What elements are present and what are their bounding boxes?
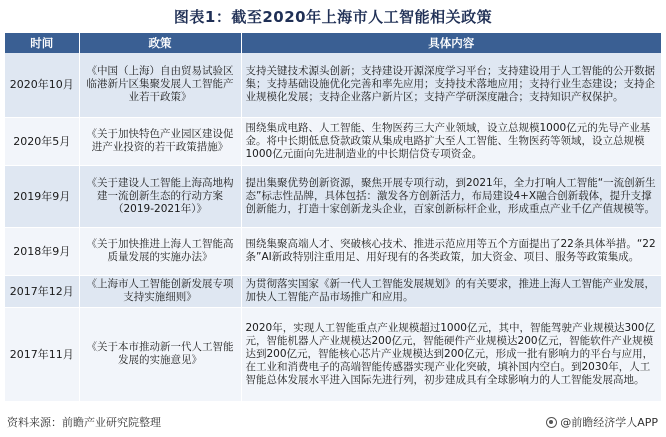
header-time: 时间 bbox=[5, 33, 79, 53]
brand-logo-icon bbox=[546, 417, 557, 428]
row-policy: 《中国（上海）自由贸易试验区临港新片区集聚发展人工智能产业若干政策》 bbox=[79, 53, 241, 117]
row-policy: 《关于加快推进上海人工智能高质量发展的实施办法》 bbox=[79, 227, 241, 275]
page-title: 图表1：截至2020年上海市人工智能相关政策 bbox=[173, 8, 493, 26]
brand-label: @前瞻经济学人APP bbox=[560, 416, 658, 429]
header-policy: 政策 bbox=[79, 33, 241, 53]
row-content: 围绕集成电路、人工智能、生物医药三大产业领域，设立总规模1000亿元的先导产业基金。将中长期低息贷款政策从集成电路扩大至人工智能、生物医药等领域，设立总规模1000亿元面向先进制造业的中长期信贷专项资金。 bbox=[241, 117, 661, 165]
brand-watermark bbox=[546, 414, 658, 430]
source-note: 资料来源：前瞻产业研究院整理 bbox=[7, 416, 161, 429]
row-policy: 《上海市人工智能创新发展专项支持实施细则》 bbox=[79, 275, 241, 307]
table-row bbox=[5, 53, 661, 117]
table-row bbox=[5, 227, 661, 275]
row-time: 2019年9月 bbox=[5, 165, 79, 227]
row-policy: 《关于本市推动新一代人工智能发展的实施意见》 bbox=[79, 307, 241, 401]
row-content: 围绕集聚高端人才、突破核心技术、推进示范应用等五个方面提出了22条具体举措。“22条”AI新政特别注重用足、用好现有的各类政策，加大资金、项目、服务等政策集成。 bbox=[241, 227, 661, 275]
row-content: 提出集聚优势创新资源，聚焦开展专项行动，到2021年，全力打响人工智能“一流创新生态”标志性品牌，具体包括：激发各方创新活力，布局建设4+X融合创新载体，提升支撑创新能力，打造十家创新龙头企业，百家创新标杆企业，形成重点产业千亿产值规模等。 bbox=[241, 165, 661, 227]
header-content: 具体内容 bbox=[241, 33, 661, 53]
table-row bbox=[5, 275, 661, 307]
row-content: 支持关键技术源头创新；支持建设开源深度学习平台；支持建设用于人工智能的公开数据集；支持基础设施优化完善和率先应用；支持技术落地应用；支持行业生态建设；支持企业规模化发展；支持企业落户新片区；支持产学研深度融合；支持知识产权保护。 bbox=[241, 53, 661, 117]
table-row bbox=[5, 117, 661, 165]
policy-table bbox=[5, 33, 661, 402]
row-content: 为贯彻落实国家《新一代人工智能发展规划》的有关要求，推进上海人工智能产业发展，加快人工智能产品市场推广和应用。 bbox=[241, 275, 661, 307]
row-time: 2020年5月 bbox=[5, 117, 79, 165]
row-time: 2020年10月 bbox=[5, 53, 79, 117]
row-time: 2018年9月 bbox=[5, 227, 79, 275]
row-policy: 《关于建设人工智能上海高地构建一流创新生态的行动方案（2019-2021年）》 bbox=[79, 165, 241, 227]
row-time: 2017年12月 bbox=[5, 275, 79, 307]
row-content: 2020年，实现人工智能重点产业规模超过1000亿元，其中，智能驾驶产业规模达300亿元，智能机器人产业规模达200亿元，智能硬件产业规模达200亿元，智能软件产业规模达到200亿元，智能核心芯片产业规模达到200亿元，形成一批有影响力的平台与应用，在工业和消费电子的高端智能传感器实现产业化突破，填补国内空白。到2030年，人工智能总体发展水平进入国际先进行列，初步建成具有全球影响力的人工智能发展高地。 bbox=[241, 307, 661, 401]
table-row bbox=[5, 165, 661, 227]
table-header-row bbox=[5, 33, 661, 53]
row-time: 2017年11月 bbox=[5, 307, 79, 401]
table-row bbox=[5, 307, 661, 401]
row-policy: 《关于加快特色产业园区建设促进产业投资的若干政策措施》 bbox=[79, 117, 241, 165]
